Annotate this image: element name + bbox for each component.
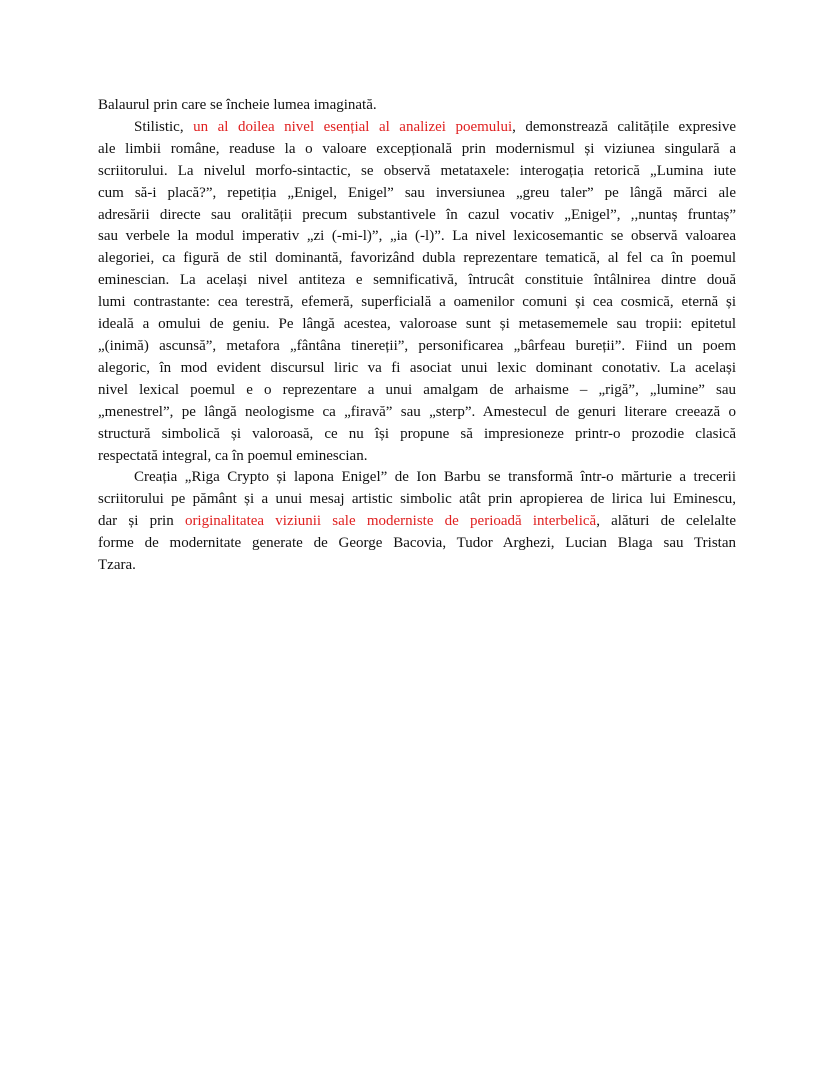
text-line [98,270,736,292]
text-segment: sau verbele la modul imperativ „zi (-mi-l)”, „ia (-l)”. La nivel lexicosemantic se observă valoarea [98,228,736,245]
text-line [98,380,736,402]
paragraph [98,467,736,577]
text-segment: Balaurul prin care se încheie lumea imaginată. [98,97,377,113]
text-line [98,248,736,270]
text-line [98,292,736,314]
text-line [98,226,736,248]
text-line [98,511,736,533]
text-segment: , demonstrează calitățile expresive [512,118,736,135]
text-segment: alegoriei, ca figură de stil dominantă, favorizând dubla reprezentare tematică, al fel ca în poemul [98,250,736,267]
text-segment: forme de modernitate generate de George Bacovia, Tudor Arghezi, Lucian Blaga sau Tristan [98,535,736,552]
text-segment: respectată integral, ca în poemul eminescian. [98,447,368,464]
text-segment: , alături de celelalte [596,513,736,530]
text-segment: scriitorului pe pământ și a unui mesaj artistic simbolic atât prin apropierea de lirica lui Eminescu, [98,491,736,508]
paragraph [98,117,736,468]
text-line [98,424,736,446]
text-segment: dar și prin [98,513,185,530]
text-line [98,489,736,511]
text-segment: Creația „Riga Crypto și lapona Enigel” de Ion Barbu se transformă într-o mărturie a trecerii [134,469,736,486]
text-segment: eminescian. La același nivel antiteza e semnificativă, întrucât constituie întâlnirea dintre două [98,272,736,289]
document-page [98,95,736,577]
text-segment: cum să-i placă?”, repetiția „Enigel, Enigel” sau inversiunea „greu taler” pe lângă mărci ale [98,184,736,201]
text-segment: Stilistic, [134,118,194,135]
text-line [98,446,736,468]
text-line [98,533,736,555]
text-segment: ideală a omului de geniu. Pe lângă acestea, valoroase sunt și metasememele sau tropii: epitetul [98,316,736,333]
text-segment: alegoric, în mod evident discursul liric va fi asociat unui lexic dominant conotativ. La același [98,359,736,376]
text-segment: „menestrel”, pe lângă neologisme ca „firavă” sau „sterp”. Amestecul de genuri literare creează o [98,403,736,420]
text-segment: lumi contrastante: cea terestră, efemeră, superficială a oamenilor comuni și cea cosmică, eternă și [98,294,736,311]
text-line [98,161,736,183]
text-segment: adresării directe sau oralității precum substantivele în cazul vocativ „Enigel”, ,,nuntaș fruntaș” [98,206,736,223]
text-segment: ale limbii române, readuse la o valoare excepțională prin modernismul și viziunea singulară a [98,140,736,157]
text-line [98,467,736,489]
text-line [98,402,736,424]
text-segment: „(inimă) ascunsă”, metafora „fântâna tinereții”, personificarea „bârfeau bureții”. Fiind un poem [98,337,736,354]
text-line [98,205,736,227]
text-line [98,139,736,161]
text-line [98,95,736,117]
text-line [98,336,736,358]
text-line [98,555,736,577]
highlighted-text: originalitatea viziunii sale moderniste de perioadă interbelică [184,513,597,530]
text-line [98,117,736,139]
paragraph [98,95,736,117]
text-segment: nivel lexical poemul e o reprezentare a unui amalgam de arhaisme – „rigă”, „lumine” sau [98,381,736,398]
text-line [98,183,736,205]
text-segment: structură simbolică și valoroasă, ce nu își propune să impresioneze printr-o prozodie clasică [98,425,736,442]
text-line [98,358,736,380]
highlighted-text: un al doilea nivel esențial al analizei poemului [193,118,513,135]
text-segment: Tzara. [98,557,136,574]
text-line [98,314,736,336]
text-segment: scriitorului. La nivelul morfo-sintactic, se observă metataxele: interogația retorică „Lumina iute [98,162,736,179]
